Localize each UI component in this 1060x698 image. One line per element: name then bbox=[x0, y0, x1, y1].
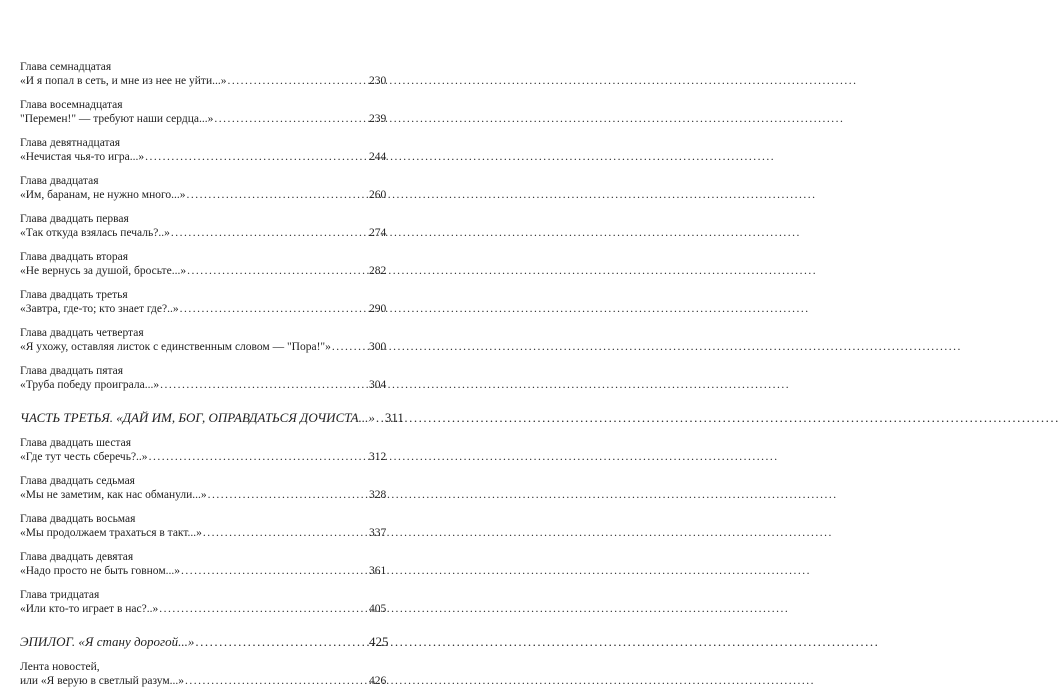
chapter-line bbox=[20, 226, 385, 240]
dot-leader bbox=[180, 302, 368, 316]
dot-leader bbox=[160, 378, 368, 392]
dot-leader bbox=[187, 188, 368, 202]
dot-leader bbox=[203, 526, 368, 540]
chapter-title: «Надо просто не быть говном...» bbox=[20, 565, 180, 577]
chapter-number: Глава двадцать пятая bbox=[20, 365, 124, 377]
chapter-title: «Так откуда взялась печаль?..» bbox=[20, 227, 170, 239]
dot-leader bbox=[376, 410, 384, 426]
toc-entry bbox=[20, 550, 385, 578]
chapter-number: Глава двадцать седьмая bbox=[20, 475, 135, 487]
chapter-number: Глава двадцатая bbox=[20, 175, 99, 187]
toc-entry bbox=[20, 60, 385, 88]
toc-entry bbox=[20, 512, 385, 540]
toc-entry bbox=[20, 288, 385, 316]
page-number: 239 bbox=[369, 113, 387, 125]
page-number: 337 bbox=[369, 527, 387, 539]
page-number: 304 bbox=[369, 379, 387, 391]
epilogue-line bbox=[20, 634, 389, 650]
page-number: 361 bbox=[369, 565, 387, 577]
chapter-title: «Нечистая чья-то игра...» bbox=[20, 151, 145, 163]
news-title: или «Я верую в светлый разум...» bbox=[20, 675, 185, 687]
chapter-number: Глава двадцать третья bbox=[20, 289, 128, 301]
toc-entry bbox=[20, 136, 385, 164]
toc-entry bbox=[20, 174, 385, 202]
page-number: 244 bbox=[369, 151, 387, 163]
dot-leader bbox=[181, 564, 368, 578]
chapter-title: «Им, баранам, не нужно много...» bbox=[20, 189, 186, 201]
chapter-title: «Мы продолжаем трахаться в такт...» bbox=[20, 527, 202, 539]
toc-entry bbox=[20, 588, 385, 616]
news-label: Лента новостей, bbox=[20, 661, 100, 673]
chapter-line bbox=[20, 378, 385, 392]
epilogue-heading bbox=[20, 634, 389, 650]
dot-leader bbox=[145, 150, 368, 164]
chapter-number: Глава восемнадцатая bbox=[20, 99, 123, 111]
chapter-line bbox=[20, 450, 385, 464]
toc-entry bbox=[20, 250, 385, 278]
dot-leader bbox=[214, 112, 368, 126]
page-number: 282 bbox=[369, 265, 387, 277]
page-number: 274 bbox=[369, 227, 387, 239]
chapter-title: «Я ухожу, оставляя листок с единственным словом — "Пора!"» bbox=[20, 341, 331, 353]
chapter-line bbox=[20, 112, 385, 126]
toc-entry bbox=[20, 660, 385, 688]
part-line bbox=[20, 410, 404, 426]
dot-leader bbox=[228, 74, 369, 88]
chapter-line bbox=[20, 74, 385, 88]
dot-leader bbox=[332, 340, 368, 354]
news-line bbox=[20, 674, 385, 688]
chapter-title: «И я попал в сеть, и мне из нее не уйти...» bbox=[20, 75, 227, 87]
chapter-number: Глава двадцать первая bbox=[20, 213, 129, 225]
page-number: 300 bbox=[369, 341, 387, 353]
dot-leader bbox=[149, 450, 368, 464]
chapter-line bbox=[20, 188, 385, 202]
table-of-contents bbox=[20, 60, 404, 698]
dot-leader bbox=[159, 602, 368, 616]
page-number: 230 bbox=[369, 75, 387, 87]
page-number: 260 bbox=[369, 189, 387, 201]
chapter-line bbox=[20, 302, 385, 316]
chapter-number: Глава двадцать девятая bbox=[20, 551, 134, 563]
page-number: 328 bbox=[369, 489, 387, 501]
chapter-line bbox=[20, 526, 385, 540]
toc-entry bbox=[20, 326, 385, 354]
chapter-line bbox=[20, 264, 385, 278]
page-number: 405 bbox=[369, 603, 387, 615]
chapter-title: «Труба победу проиграла...» bbox=[20, 379, 160, 391]
chapter-number: Глава двадцать шестая bbox=[20, 437, 131, 449]
part-title: ЧАСТЬ ТРЕТЬЯ. «ДАЙ ИМ, БОГ, ОПРАВДАТЬСЯ ДОЧИСТА...» bbox=[20, 410, 375, 425]
toc-entry bbox=[20, 474, 385, 502]
chapter-title: «Завтра, где-то; кто знает где?..» bbox=[20, 303, 179, 315]
dot-leader bbox=[187, 264, 368, 278]
chapter-title: «Или кто-то играет в нас?..» bbox=[20, 603, 159, 615]
dot-leader bbox=[208, 488, 368, 502]
part-heading bbox=[20, 410, 404, 426]
chapter-number: Глава девятнадцатая bbox=[20, 137, 121, 149]
dot-leader bbox=[185, 674, 368, 688]
toc-entry bbox=[20, 212, 385, 240]
dot-leader bbox=[195, 634, 368, 650]
toc-entry bbox=[20, 436, 385, 464]
dot-leader bbox=[171, 226, 368, 240]
chapter-title: «Где тут честь сберечь?..» bbox=[20, 451, 148, 463]
toc-page bbox=[0, 0, 404, 687]
epilogue-title: ЭПИЛОГ. «Я стану дорогой...» bbox=[20, 634, 195, 649]
chapter-number: Глава двадцать вторая bbox=[20, 251, 128, 263]
chapter-line bbox=[20, 150, 385, 164]
chapter-line bbox=[20, 564, 385, 578]
chapter-number: Глава двадцать восьмая bbox=[20, 513, 136, 525]
page-number: 426 bbox=[369, 675, 387, 687]
page-number: 290 bbox=[369, 303, 387, 315]
chapter-title: «Не вернусь за душой, бросьте...» bbox=[20, 265, 187, 277]
page-number: 425 bbox=[369, 634, 389, 649]
chapter-line bbox=[20, 340, 385, 354]
page-number: 311 bbox=[384, 410, 404, 425]
chapter-number: Глава семнадцатая bbox=[20, 61, 112, 73]
page-number: 312 bbox=[369, 451, 387, 463]
chapter-number: Глава двадцать четвертая bbox=[20, 327, 144, 339]
chapter-line bbox=[20, 488, 385, 502]
toc-entry bbox=[20, 98, 385, 126]
chapter-line bbox=[20, 602, 385, 616]
toc-entry bbox=[20, 364, 385, 392]
chapter-number: Глава тридцатая bbox=[20, 589, 100, 601]
chapter-title: «Мы не заметим, как нас обманули...» bbox=[20, 489, 207, 501]
chapter-title: "Перемен!" — требуют наши сердца...» bbox=[20, 113, 214, 125]
